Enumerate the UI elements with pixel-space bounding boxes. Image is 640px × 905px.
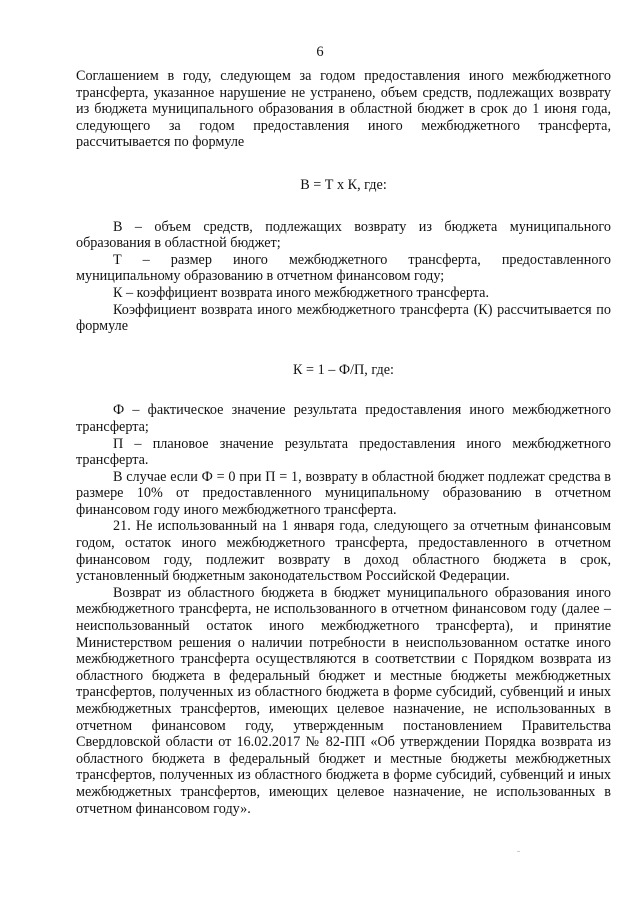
page-number: 6 [316,44,324,60]
paragraph-intro: Соглашением в году, следующем за годом предоставления иного межбюджетного трансферта, указанное нарушение не устранено, объем средств, подлежащих возврату из бюджета муниципального образования в областной бюджет в срок до 1 июня года, следующего за годом предоставления иного межбюджетного трансферта, рассчитывается по формуле [76,68,611,151]
definition-t: Т – размер иного межбюджетного трансферта, предоставленного муниципальному образованию в отчетном финансовом году; [76,251,611,285]
definition-p: П – плановое значение результата предоставления иного межбюджетного трансферта. [76,435,611,469]
definition-k: К – коэффициент возврата иного межбюджетного трансферта. [113,284,489,301]
formula-coefficient: К = 1 – Ф/П, где: [293,361,394,378]
scan-speck [517,851,520,852]
paragraph-21: 21. Не использованный на 1 января года, следующего за отчетным финансовым годом, остаток иного межбюджетного трансферта, предоставленного в отчетном финансовом году, подлежит возврату в доход областного бюджета в срок, установленный бюджетным законодательством Российской Федерации. [76,518,611,585]
paragraph-case-zero: В случае если Ф = 0 при П = 1, возврату в областной бюджет подлежат средства в размере 10% от предоставленного муниципальному образованию в отчетном финансовом году иного межбюджетного трансферта. [76,468,611,518]
page-body [76,68,611,817]
formula-return-amount: В = Т х К, где: [300,176,387,193]
definition-v: В – объем средств, подлежащих возврату из бюджета муниципального образования в областной бюджет; [76,218,611,252]
definition-f: Ф – фактическое значение результата предоставления иного межбюджетного трансферта; [76,402,611,435]
paragraph-coefficient: Коэффициент возврата иного межбюджетного трансферта (К) рассчитывается по формуле [76,301,611,335]
paragraph-return-procedure: Возврат из областного бюджета в бюджет муниципального образования иного межбюджетного трансферта, не использованного в отчетном финансовом году (далее – неиспользованный остаток иного межбюджетного трансферта), и принятие Министерством решения о наличии потребности в неиспользованном остатке иного межбюджетного трансферта осуществляются в соответствии с Порядком возврата из областного бюджета в федеральный бюджет и местные бюджеты межбюджетных трансфертов, полученных из областного бюджета в форме субсидий, субвенций и иных межбюджетных трансфертов, имеющих целевое назначение, не использованных в отчетном финансовом году, утвержденным постановлением Правительства Свердловской области от 16.02.2017 № 82-ПП «Об утверждении Порядка возврата из областного бюджета в федеральный бюджет и местные бюджеты межбюджетных трансфертов, полученных из областного бюджета в форме субсидий, субвенций и иных межбюджетных трансфертов, имеющих целевое назначение, не использованных в отчетном финансовом году». [76,584,611,817]
